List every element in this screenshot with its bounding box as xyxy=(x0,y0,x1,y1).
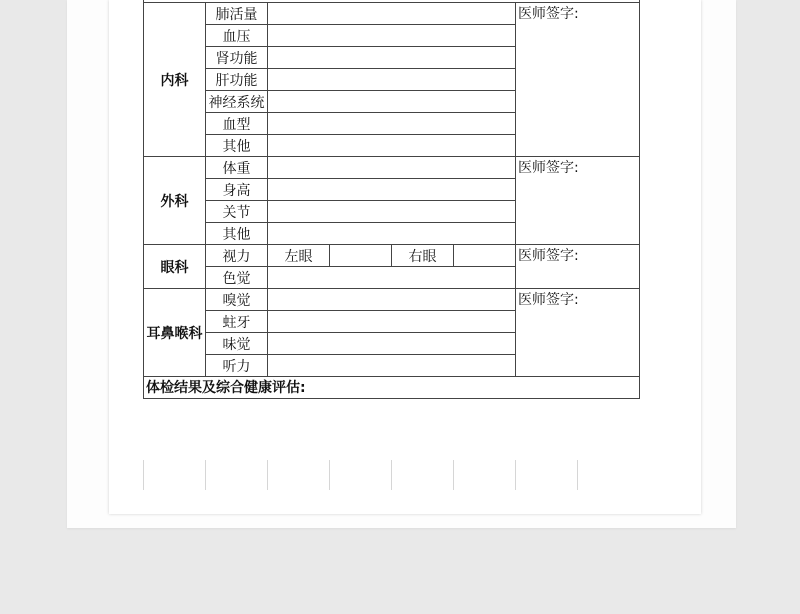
item-label: 嗅觉 xyxy=(206,289,268,311)
dept-ophthalmology: 眼科 xyxy=(144,245,206,289)
item-label: 其他 xyxy=(206,135,268,157)
item-value-cell[interactable] xyxy=(268,25,516,47)
right-eye-value[interactable] xyxy=(454,245,516,267)
dept-ent: 耳鼻喉科 xyxy=(144,289,206,377)
table-row xyxy=(144,377,640,399)
item-value-cell[interactable] xyxy=(268,179,516,201)
item-value-cell[interactable] xyxy=(268,3,516,25)
left-eye-label: 左眼 xyxy=(268,245,330,267)
item-value-cell[interactable] xyxy=(268,201,516,223)
item-label: 味觉 xyxy=(206,333,268,355)
item-value-cell[interactable] xyxy=(268,47,516,69)
item-label: 体重 xyxy=(206,157,268,179)
dept-internal-medicine: 内科 xyxy=(144,3,206,157)
health-assessment-summary[interactable]: 体检结果及综合健康评估: xyxy=(144,377,640,399)
item-label: 肝功能 xyxy=(206,69,268,91)
table-row xyxy=(144,289,640,311)
item-label: 其他 xyxy=(206,223,268,245)
item-value-cell[interactable] xyxy=(268,157,516,179)
left-eye-value[interactable] xyxy=(330,245,392,267)
doctor-signature-ent[interactable]: 医师签字: xyxy=(516,289,640,377)
item-label: 神经系统 xyxy=(206,91,268,113)
doctor-signature-ophthalmology[interactable]: 医师签字: xyxy=(516,245,640,289)
table-row xyxy=(144,3,640,25)
spreadsheet-gridlines xyxy=(143,460,638,490)
doctor-signature-internal[interactable]: 医师签字: xyxy=(516,3,640,157)
item-label: 听力 xyxy=(206,355,268,377)
item-value-cell[interactable] xyxy=(268,355,516,377)
medical-exam-form xyxy=(143,0,640,399)
item-value-cell[interactable] xyxy=(268,113,516,135)
dept-surgery: 外科 xyxy=(144,157,206,245)
item-label: 身高 xyxy=(206,179,268,201)
item-value-cell[interactable] xyxy=(268,333,516,355)
item-value-cell[interactable] xyxy=(268,267,516,289)
table-row xyxy=(144,157,640,179)
right-eye-label: 右眼 xyxy=(392,245,454,267)
doctor-signature-surgery[interactable]: 医师签字: xyxy=(516,157,640,245)
item-label: 肺活量 xyxy=(206,3,268,25)
item-value-cell[interactable] xyxy=(268,289,516,311)
item-value-cell[interactable] xyxy=(268,135,516,157)
item-value-cell[interactable] xyxy=(268,223,516,245)
item-value-cell[interactable] xyxy=(268,91,516,113)
item-label: 肾功能 xyxy=(206,47,268,69)
item-value-cell[interactable] xyxy=(268,311,516,333)
item-label: 血压 xyxy=(206,25,268,47)
item-label: 视力 xyxy=(206,245,268,267)
item-value-cell[interactable] xyxy=(268,69,516,91)
table-row xyxy=(144,245,640,267)
item-label: 血型 xyxy=(206,113,268,135)
item-label: 蛀牙 xyxy=(206,311,268,333)
item-label: 关节 xyxy=(206,201,268,223)
item-label: 色觉 xyxy=(206,267,268,289)
